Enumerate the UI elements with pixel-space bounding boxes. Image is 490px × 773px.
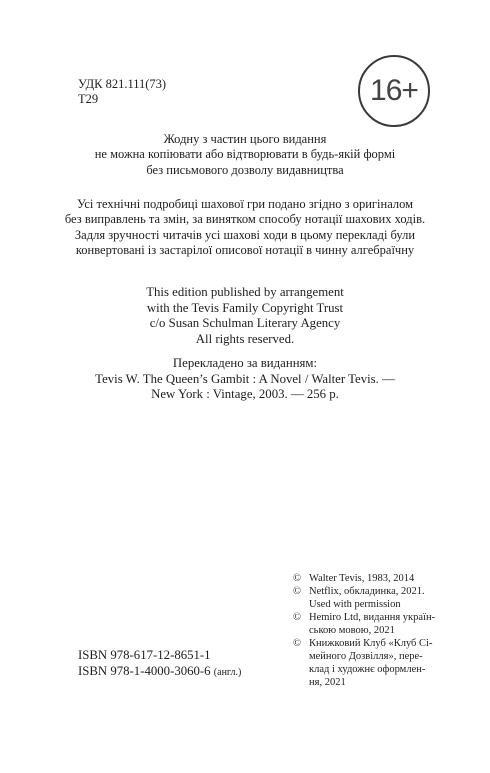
notation-notice-line: конвертовані із застарілої описової нотації в чинну алгебраїчну [75,243,415,258]
isbn-number: ISBN 978-1-4000-3060-6 [78,664,211,678]
translation-source-line: New York : Vintage, 2003. — 256 p. [151,387,339,402]
copyright-list [293,572,463,689]
author-mark: Т29 [78,92,99,106]
copyright-symbol: © [293,638,301,649]
rights-notice-line: не можна копіювати або відтворювати в будь-якій формі [94,147,396,162]
udk-block [78,77,166,107]
edition-notice-line: c/o Susan Schulman Literary Agency [149,316,341,331]
copyright-line: Walter Tevis, 1983, 2014 [309,573,415,584]
copyright-symbol: © [293,586,301,597]
edition-notice-line: This edition published by arrangement [146,285,344,299]
copyright-entry [293,637,463,689]
notation-notice-line: Задля зручності читачів усі шахові ходи в цьому перекладі були [74,227,416,242]
edition-notice [40,285,450,347]
rights-notice-line: без письмового дозволу видавництва [146,162,344,177]
notation-notice-line: Усі технічні подробиці шахової гри подано згідно з оригіналом [76,197,414,211]
copyright-line: ською мовою, 2021 [309,625,395,636]
edition-notice-line: All rights reserved. [195,331,295,346]
copyright-line: мейного Дозвілля», пере- [309,651,423,662]
isbn-line [78,663,241,681]
copyright-line: Hemiro Ltd, видання україн- [309,612,436,623]
copyright-entry [293,585,463,611]
copyright-symbol: © [293,612,301,623]
translation-source-line: Перекладено за виданням: [172,356,318,370]
copyright-line: клад і художнє оформлен- [309,664,426,675]
copyright-line: Netflix, обкладинка, 2021. [309,586,425,597]
copyright-line: ня, 2021 [309,677,346,688]
copyright-line: Used with permission [309,599,401,610]
copyright-entry [293,611,463,637]
udk-code: УДК 821.111(73) [78,77,167,91]
age-rating-badge [358,55,430,127]
notation-notice [40,197,450,259]
copyright-line: Книжковий Клуб «Клуб Сі- [309,638,433,649]
notation-notice-line: без виправлень та змін, за винятком способу нотації шахових ходів. [64,212,426,227]
rights-notice [40,132,450,178]
edition-notice-line: with the Tevis Family Copyright Trust [146,300,344,315]
copyright-symbol: © [293,573,301,584]
isbn-block [78,647,241,681]
isbn-line [78,647,241,663]
translation-source-line: Tevis W. The Queen’s Gambit : A Novel / Walter Tevis. — [95,371,395,386]
copyright-entry [293,572,463,585]
translation-source [40,356,450,403]
isbn-number: ISBN 978-617-12-8651-1 [78,648,211,662]
isbn-language-note: (англ.) [213,667,242,678]
age-rating-text: 16+ [370,74,418,107]
rights-notice-line: Жодну з частин цього видання [163,132,327,146]
